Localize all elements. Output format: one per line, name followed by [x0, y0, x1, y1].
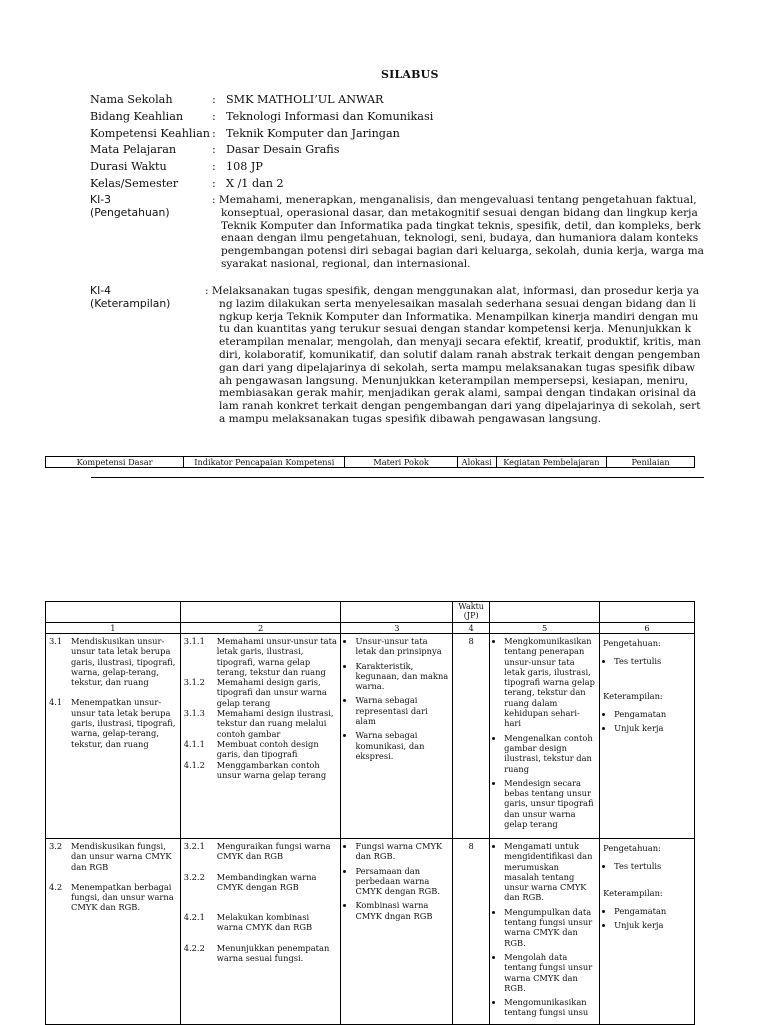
indikator-item [184, 708, 338, 739]
penilaian-cell [600, 634, 695, 839]
penilaian-item: • Unjuk kerja [614, 920, 691, 930]
kd-item [49, 697, 177, 748]
materi-item: • Kombinasi warna CMYK dngan RGB [355, 900, 449, 921]
ki3-line: : Memahami, menerapkan, menganalisis, dan mengevaluasi tentang pengetahuan faktual, [212, 194, 697, 206]
kegiatan-item: • Mengolah data tentang fungsi unsur warna CMYK dan RGB. [504, 952, 596, 993]
indikator-text: Melakukan kombinasi warna CMYK dan RGB [216, 912, 313, 933]
kd-cell [46, 634, 181, 839]
ki4-line: ah pengawasan langsung. Menunjukkan keterampilan mempersepsi, kesiapan, meniru, [219, 374, 689, 387]
info-value: SMK MATHOLI’UL ANWAR [226, 93, 384, 106]
column-number: 3 [341, 623, 453, 634]
penilaian-item: • Pengamatan [614, 906, 691, 916]
kegiatan-item: • Mendesign secara bebas tentang unsur garis, unsur tipografi dan unsur warna gelap terang [504, 778, 596, 829]
kd-number: 4.1 [49, 697, 63, 708]
header-cell: Materi Pokok [345, 457, 457, 468]
ki4-line: gan dari yang dipelajarinya di sekolah, serta mampu melaksanakan tugas spesifik dibaw [219, 361, 696, 374]
waktu-value: 8 [468, 636, 474, 646]
indikator-number: 4.1.1 [183, 738, 205, 749]
indikator-text: Membandingkan warna CMYK dengan RGB [216, 871, 317, 892]
penilaian-item: • Tes tertulis [614, 861, 691, 871]
info-value: 108 JP [226, 160, 263, 174]
waktu-label: Waktu (JP) [453, 602, 490, 623]
indikator-text: Membuat contoh design garis, dan tipografi [216, 738, 319, 760]
indikator-text: Menguraikan fungsi warna CMYK dan RGB [216, 841, 331, 862]
waktu-cell [453, 839, 490, 1025]
kd-cell [46, 839, 181, 1025]
ki4-line: ngkup kerja Teknik Komputer dan Informatika. Menampilkan kinerja mandiri dengan mu [219, 310, 699, 323]
indikator-item [184, 636, 338, 677]
indikator-item [184, 943, 338, 964]
kd-text: Menempatkan unsur-unsur tata letak berupa garis, ilustrasi, tipografi, warna, gelap-terang, tekstur, dan ruang [71, 697, 176, 749]
column-number: 6 [600, 623, 695, 634]
ki3-line: syarakat nasional, regional, dan internasional. [221, 257, 471, 270]
indikator-number: 4.1.2 [183, 759, 205, 770]
info-value: Dasar Desain Grafis [226, 143, 340, 157]
indikator-item [184, 739, 338, 760]
ki4-line: eterampilan menalar, mengolah, dan menyaji secara efektif, kreatif, produktif, kritis, man [219, 336, 701, 349]
indikator-text: Menunjukkan penempatan warna sesuai fungsi. [216, 942, 330, 964]
penilaian-heading: Pengetahuan: [603, 638, 661, 648]
info-label: Kelas/Semester [90, 176, 179, 190]
ki4-line: diri, kolaboratif, komunikatif, dan solutif dalam ranah abstrak terkait dengan pengemban [219, 348, 701, 361]
indikator-number: 3.1.3 [183, 708, 205, 719]
penilaian-item: • Pengamatan [614, 709, 691, 719]
info-value: Teknik Komputer dan Jaringan [226, 126, 400, 140]
indikator-number: 3.1.1 [183, 636, 205, 646]
kd-item [49, 841, 177, 872]
materi-cell [341, 839, 453, 1025]
info-row: Durasi Waktu : 108 JP [90, 159, 433, 176]
header-cell: Indikator Pencapaian Kompetensi [184, 457, 345, 468]
header-row [46, 457, 695, 468]
kd-text: Menempatkan berbagai fungsi, dan unsur warna CMYK dan RGB. [71, 881, 174, 913]
info-label: Nama Sekolah [90, 93, 173, 106]
indikator-item [184, 912, 338, 933]
indikator-number: 4.2.2 [183, 942, 205, 953]
table-row [46, 634, 695, 839]
table-row [46, 839, 695, 1025]
info-row: Bidang Keahlian : Teknologi Informasi dan Komunikasi [90, 109, 433, 126]
indikator-item [184, 677, 338, 708]
info-label: Kompetensi Keahlian [90, 126, 210, 140]
indikator-number: 3.1.2 [183, 677, 205, 688]
kegiatan-item: • Mengenalkan contoh gambar design ilustrasi, tekstur dan ruang [504, 733, 596, 774]
indikator-text: Memahami unsur-unsur tata letak garis, ilustrasi, tipografi, warna gelap terang, tekstur dan ruang [216, 636, 337, 677]
materi-item: • Warna sebagai representasi dari alam [355, 695, 449, 726]
ki4-line: tu dan kuantitas yang terukur sesuai dengan standar kompetensi kerja. Menunjukkan k [219, 323, 692, 336]
materi-item: • Fungsi warna CMYK dan RGB. [355, 841, 449, 862]
penilaian-heading: Keterampilan: [603, 887, 663, 898]
kd-text: Mendiskusikan unsur-unsur tata letak berupa garis, ilustrasi, tipografi, warna, gelap-terang, tekstur, dan ruang [71, 636, 176, 688]
kegiatan-cell [490, 634, 600, 839]
info-label: Durasi Waktu [90, 160, 167, 174]
info-row: Nama Sekolah : SMK MATHOLI’UL ANWAR [90, 92, 433, 109]
indikator-number: 3.2.1 [183, 841, 205, 851]
info-row: Mata Pelajaran : Dasar Desain Grafis [90, 142, 433, 159]
kegiatan-item: • Mengomunikasikan tentang fungsi unsu [504, 997, 596, 1018]
ki3-label: KI-3 (Pengetahuan) [90, 193, 170, 219]
penilaian-heading: Keterampilan: [603, 690, 663, 701]
table-header-row [46, 602, 695, 623]
column-number-row [46, 623, 695, 634]
info-label: Mata Pelajaran [90, 143, 177, 157]
penilaian-item: • Tes tertulis [614, 656, 691, 666]
ki4-label: KI-4 (Keterampilan) [90, 284, 171, 310]
kegiatan-item: • Mengamati untuk mengidentifikasi dan merumuskan masalah tentang unsur warna CMYK dan RGB. [504, 841, 596, 903]
indikator-text: Menggambarkan contoh unsur warna gelap terang [216, 759, 327, 780]
ki3-line: pengembangan potensi diri sebagai bagian dari keluarga, sekolah, dunia kerja, warga ma [221, 245, 704, 258]
waktu-cell [453, 634, 490, 839]
info-row: Kompetensi Keahlian : Teknik Komputer dan Jaringan [90, 126, 433, 143]
syllabus-table [45, 601, 695, 1025]
materi-item: • Persamaan dan perbedaan warna CMYK dengan RGB. [355, 866, 449, 897]
column-number: 4 [453, 623, 490, 634]
ki4-line: ng lazim dilakukan serta menyelesaikan masalah sederhana sesuai dengan bidang dan li [219, 297, 696, 310]
waktu-value: 8 [468, 841, 474, 851]
ki4-line: membiasakan gerak mahir, menjadikan gerak alami, sampai dengan tindakan orisinal da [219, 387, 697, 400]
header-table [45, 456, 695, 468]
info-row: Kelas/Semester : X /1 dan 2 [90, 176, 433, 193]
indikator-item [184, 760, 338, 781]
info-value: Teknologi Informasi dan Komunikasi [226, 109, 434, 123]
ki3-text [212, 194, 704, 271]
info-label: Bidang Keahlian [90, 109, 184, 123]
kd-item [49, 636, 177, 687]
kd-text: Mendiskusikan fungsi, dan unsur warna CMYK dan RGB [71, 841, 172, 872]
header-cell: Kompetensi Dasar [46, 457, 184, 468]
materi-item: • Karakteristik, kegunaan, dan makna warna. [355, 661, 449, 692]
ki3-line: konseptual, operasional dasar, dan metakognitif sesuai dengan bidang dan lingkup kerja [221, 206, 698, 219]
header-cell: Penilaian [607, 457, 695, 468]
materi-item: • Unsur-unsur tata letak dan prinsipnya [355, 636, 449, 657]
kegiatan-item: • Mengumpulkan data tentang fungsi unsur warna CMYK dan RGB. [504, 907, 596, 948]
ki3-line: enaan dengan ilmu pengetahuan, teknologi, seni, budaya, dan humaniora dalam konteks [221, 232, 699, 245]
indikator-text: Memahami design ilustrasi, tekstur dan ruang melalui contoh gambar [216, 708, 334, 739]
ki4-line: lam ranah konkret terkait dengan pengembangan dari yang dipelajarinya di sekolah, sert [219, 400, 701, 413]
penilaian-heading: Pengetahuan: [603, 843, 661, 853]
column-number: 5 [490, 623, 600, 634]
kegiatan-cell [490, 839, 600, 1025]
penilaian-cell [600, 839, 695, 1025]
materi-item: • Warna sebagai komunikasi, dan ekspresi. [355, 730, 449, 761]
indikator-number: 3.2.2 [183, 871, 205, 882]
kd-number: 3.2 [49, 841, 63, 851]
divider-line [91, 477, 704, 478]
indikator-text: Memahami design garis, tipografi dan unsur warna gelap terang [216, 677, 327, 708]
kd-item [49, 882, 177, 913]
indikator-cell [180, 634, 341, 839]
header-cell: Kegiatan Pembelajaran [496, 457, 607, 468]
penilaian-item: • Unjuk kerja [614, 723, 691, 733]
ki4-line: a mampu melaksanakan tugas spesifik dibawah pengawasan langsung. [219, 412, 602, 425]
column-number: 2 [180, 623, 341, 634]
ki3-line: Teknik Komputer dan Informatika pada tingkat teknis, spesifik, detil, dan kompleks, berk [221, 219, 701, 232]
kd-number: 4.2 [49, 881, 63, 892]
identity-block [90, 92, 433, 193]
kd-number: 3.1 [49, 636, 63, 646]
indikator-number: 4.2.1 [183, 912, 205, 923]
page-title: SILABUS [381, 68, 439, 81]
ki4-line: : Melaksanakan tugas spesifik, dengan menggunakan alat, informasi, dan prosedur kerja ya [205, 285, 700, 297]
materi-cell [341, 634, 453, 839]
column-number: 1 [46, 623, 181, 634]
indikator-cell [180, 839, 341, 1025]
kegiatan-item: • Mengkomunikasikan tentang penerapan unsur-unsur tata letak garis, ilustrasi, tipografi warna gelap terang, tekstur dan ruang dalam kehidupan sehari-hari [504, 636, 596, 729]
header-cell: Alokasi [457, 457, 496, 468]
indikator-item [184, 872, 338, 893]
indikator-item [184, 841, 338, 862]
ki4-text [205, 285, 701, 426]
info-value: X /1 dan 2 [226, 176, 284, 190]
